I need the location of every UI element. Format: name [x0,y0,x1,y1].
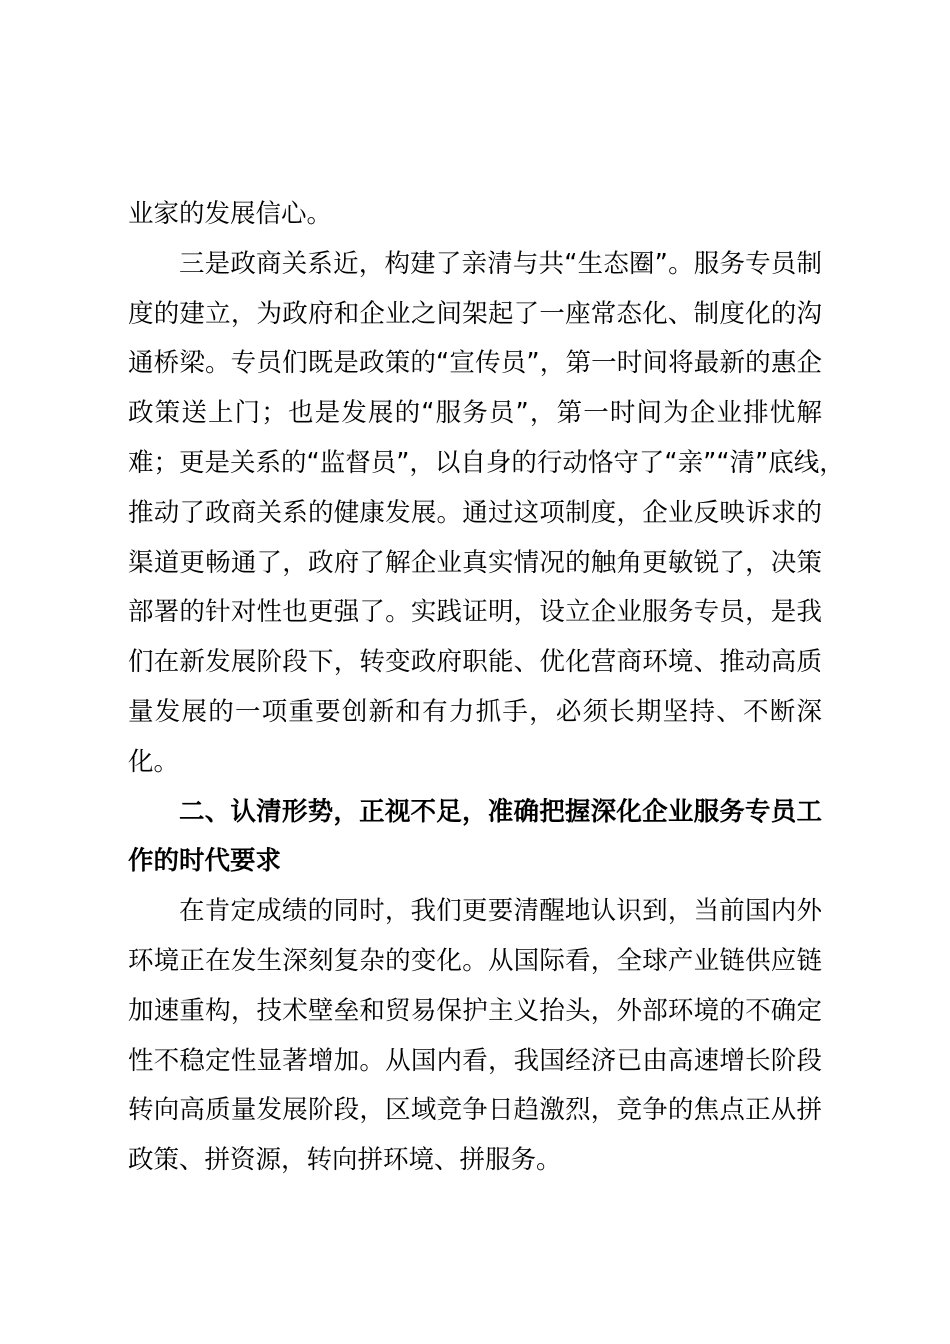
text-line: 政策送上门；也是发展的“服务员”，第一时间为企业排忧解 [128,398,822,429]
text-line: 在肯定成绩的同时，我们更要清醒地认识到，当前国内外 [179,896,822,927]
text-line: 们在新发展阶段下，转变政府职能、优化营商环境、推动高质 [128,647,822,678]
text-line: 渠道更畅通了，政府了解企业真实情况的触角更敏锐了，决策 [128,547,822,578]
text-line: 部署的针对性也更强了。实践证明，设立企业服务专员，是我 [128,597,822,628]
text-line: 政策、拼资源，转向拼环境、拼服务。 [128,1145,562,1176]
document-page [128,190,845,1186]
heading-line: 作的时代要求 [128,846,282,877]
text-line: 三是政商关系近，构建了亲清与共“生态圈”。服务专员制 [179,248,822,279]
section-heading [128,788,822,888]
paragraph-closing [128,190,822,240]
text-line: 转向高质量发展阶段，区域竞争日趋激烈，竞争的焦点正从拼 [128,1095,822,1126]
text-line: 量发展的一项重要创新和有力抓手，必须长期坚持、不断深 [128,696,822,727]
text-line: 推动了政商关系的健康发展。通过这项制度，企业反映诉求的 [128,497,822,528]
paragraph-situation [128,887,822,1186]
paragraph-government-business-relations [128,240,845,788]
text-line: 加速重构，技术壁垒和贸易保护主义抬头，外部环境的不确定 [128,995,822,1026]
text-line: 性不稳定性显著增加。从国内看，我国经济已由高速增长阶段 [128,1045,822,1076]
text-line: 难；更是关系的“监督员”，以自身的行动恪守了“亲”“清”底线， [128,447,845,478]
heading-line: 二、认清形势，正视不足，准确把握深化企业服务专员工 [179,796,822,827]
text-line: 度的建立，为政府和企业之间架起了一座常态化、制度化的沟 [128,298,822,329]
text-line: 环境正在发生深刻复杂的变化。从国际看，全球产业链供应链 [128,945,822,976]
text-line: 业家的发展信心。 [128,199,333,229]
text-line: 通桥梁。专员们既是政策的“宣传员”，第一时间将最新的惠企 [128,348,822,379]
text-line: 化。 [128,746,180,777]
